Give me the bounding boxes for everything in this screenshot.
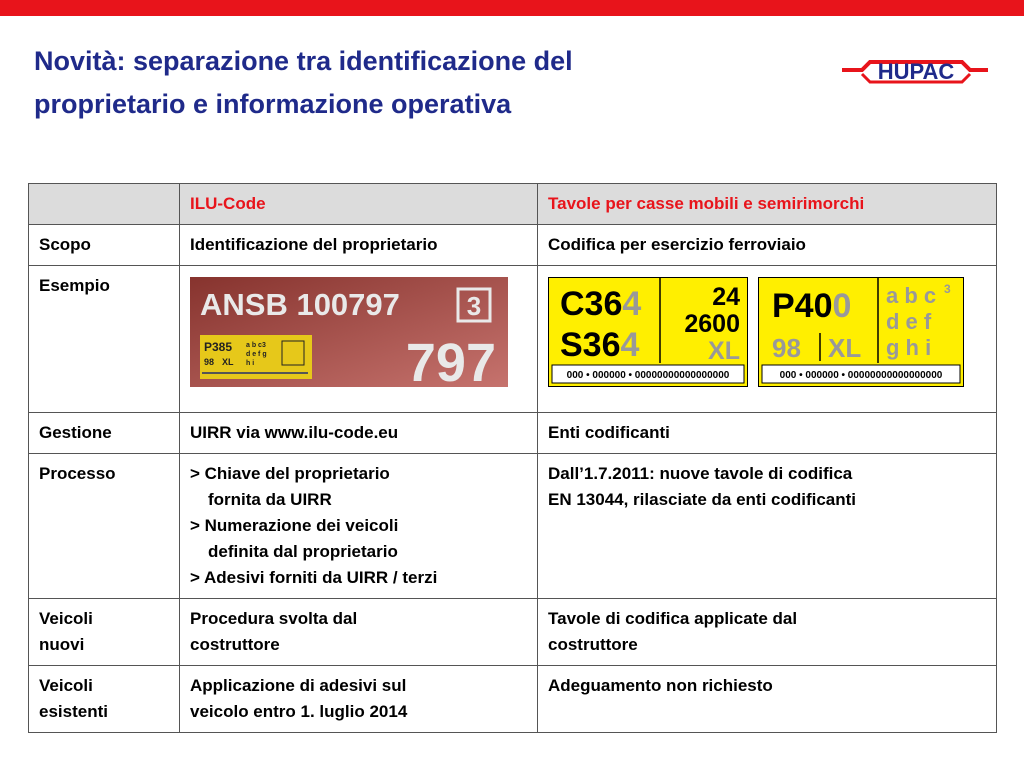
cell-processo-ilu xyxy=(180,454,538,599)
esistenti-ilu-line-1: Applicazione di adesivi sul xyxy=(190,676,407,695)
photo-ilu-code: ANSB 100797 xyxy=(200,287,400,322)
cell-esempio-tavole xyxy=(538,266,997,413)
cell-nuovi-ilu xyxy=(180,599,538,666)
processo-tavole-line-2: EN 13044, rilasciate da enti codificanti xyxy=(548,490,857,509)
cell-esistenti-ilu xyxy=(180,666,538,733)
cell-scopo-ilu: Identificazione del proprietario xyxy=(180,225,538,266)
title-line-1: Novità: separazione tra identificazione del xyxy=(34,46,573,76)
plate2-sup: 3 xyxy=(944,282,951,296)
plate2-98: 98 xyxy=(772,333,801,363)
plate2-xl: XL xyxy=(828,333,862,363)
nuovi-tavole-line-1: Tavole di codifica applicate dal xyxy=(548,609,798,628)
photo-check-digit: 3 xyxy=(466,291,482,321)
sticker-hi: h i xyxy=(246,360,255,367)
esistenti-ilu-line-2: veicolo entro 1. luglio 2014 xyxy=(190,702,408,721)
plate2-p-grey: 0 xyxy=(832,287,852,325)
top-red-bar xyxy=(0,0,1024,16)
cell-gestione-ilu: UIRR via www.ilu-code.eu xyxy=(180,413,538,454)
header-empty xyxy=(29,184,180,225)
nuovi-ilu-line-2: costruttore xyxy=(190,635,280,654)
label-scopo: Scopo xyxy=(29,225,180,266)
cell-esistenti-tavole: Adeguamento non richiesto xyxy=(538,666,997,733)
label-gestione: Gestione xyxy=(29,413,180,454)
processo-tavole-line-1: Dall’1.7.2011: nuove tavole di codifica xyxy=(548,464,853,483)
sticker-abc: a b c3 xyxy=(246,342,266,349)
photo-big-number: 797 xyxy=(405,333,496,387)
sticker-code: P385 xyxy=(204,340,233,354)
processo-line-2: fornita da UIRR xyxy=(208,490,332,509)
header-tavole: Tavole per casse mobili e semirimorchi xyxy=(538,184,997,225)
label-veicoli-esistenti-line-1: Veicoli xyxy=(39,676,93,695)
sticker-def: d e f g xyxy=(246,351,267,358)
label-veicoli-esistenti-line-2: esistenti xyxy=(39,702,108,721)
plate2-def: d e f xyxy=(886,309,932,334)
comparison-table xyxy=(28,183,997,733)
cell-nuovi-tavole xyxy=(538,599,997,666)
plate1-24: 24 xyxy=(712,283,740,311)
svg-text:C364 xyxy=(560,285,641,323)
row-veicoli-nuovi xyxy=(29,599,997,666)
logo-text: HUPAC xyxy=(877,59,955,84)
plate1-c-grey: 4 xyxy=(622,285,642,323)
plate1-2600: 2600 xyxy=(684,310,740,338)
title-line-2: proprietario e informazione operativa xyxy=(34,89,512,119)
label-processo: Processo xyxy=(29,454,180,599)
hupac-logo xyxy=(840,48,990,88)
plate1-s-grey: 4 xyxy=(620,326,640,364)
processo-line-1: > Chiave del proprietario xyxy=(190,464,390,483)
label-veicoli-nuovi xyxy=(29,599,180,666)
label-veicoli-nuovi-line-1: Veicoli xyxy=(39,609,93,628)
nuovi-tavole-line-2: costruttore xyxy=(548,635,638,654)
plate1-c-code: C36 xyxy=(560,285,623,323)
coding-plate-1 xyxy=(548,277,748,387)
row-esempio xyxy=(29,266,997,413)
row-scopo xyxy=(29,225,997,266)
cell-gestione-tavole: Enti codificanti xyxy=(538,413,997,454)
header-row xyxy=(29,184,997,225)
row-processo xyxy=(29,454,997,599)
label-veicoli-nuovi-line-2: nuovi xyxy=(39,635,85,654)
sticker-98: 98 xyxy=(204,357,215,367)
coding-plate-2 xyxy=(758,277,964,387)
header-ilu-code: ILU-Code xyxy=(180,184,538,225)
svg-text:S364 xyxy=(560,326,640,364)
plate2-p-code: P40 xyxy=(772,287,833,325)
plate1-xl: XL xyxy=(708,337,740,365)
cell-scopo-tavole: Codifica per esercizio ferroviaio xyxy=(538,225,997,266)
nuovi-ilu-line-1: Procedura svolta dal xyxy=(190,609,358,628)
plate2-footer: 000 • 000000 • 00000000000000000 xyxy=(779,370,943,381)
label-esempio: Esempio xyxy=(29,266,180,413)
cell-processo-tavole xyxy=(538,454,997,599)
plate2-ghi: g h i xyxy=(886,335,932,360)
cell-esempio-ilu xyxy=(180,266,538,413)
ilu-code-example-photo xyxy=(190,277,508,387)
row-gestione xyxy=(29,413,997,454)
svg-text:P400 xyxy=(772,287,851,325)
plate2-abc: a b c xyxy=(886,283,937,308)
row-veicoli-esistenti xyxy=(29,666,997,733)
plate1-s-code: S36 xyxy=(560,326,621,364)
processo-line-5: > Adesivi forniti da UIRR / terzi xyxy=(190,568,438,587)
plate1-footer: 000 • 000000 • 00000000000000000 xyxy=(566,370,730,381)
processo-line-4: definita dal proprietario xyxy=(208,542,398,561)
processo-line-3: > Numerazione dei veicoli xyxy=(190,516,399,535)
sticker-xl: XL xyxy=(222,357,234,367)
label-veicoli-esistenti xyxy=(29,666,180,733)
page-title xyxy=(34,40,794,126)
